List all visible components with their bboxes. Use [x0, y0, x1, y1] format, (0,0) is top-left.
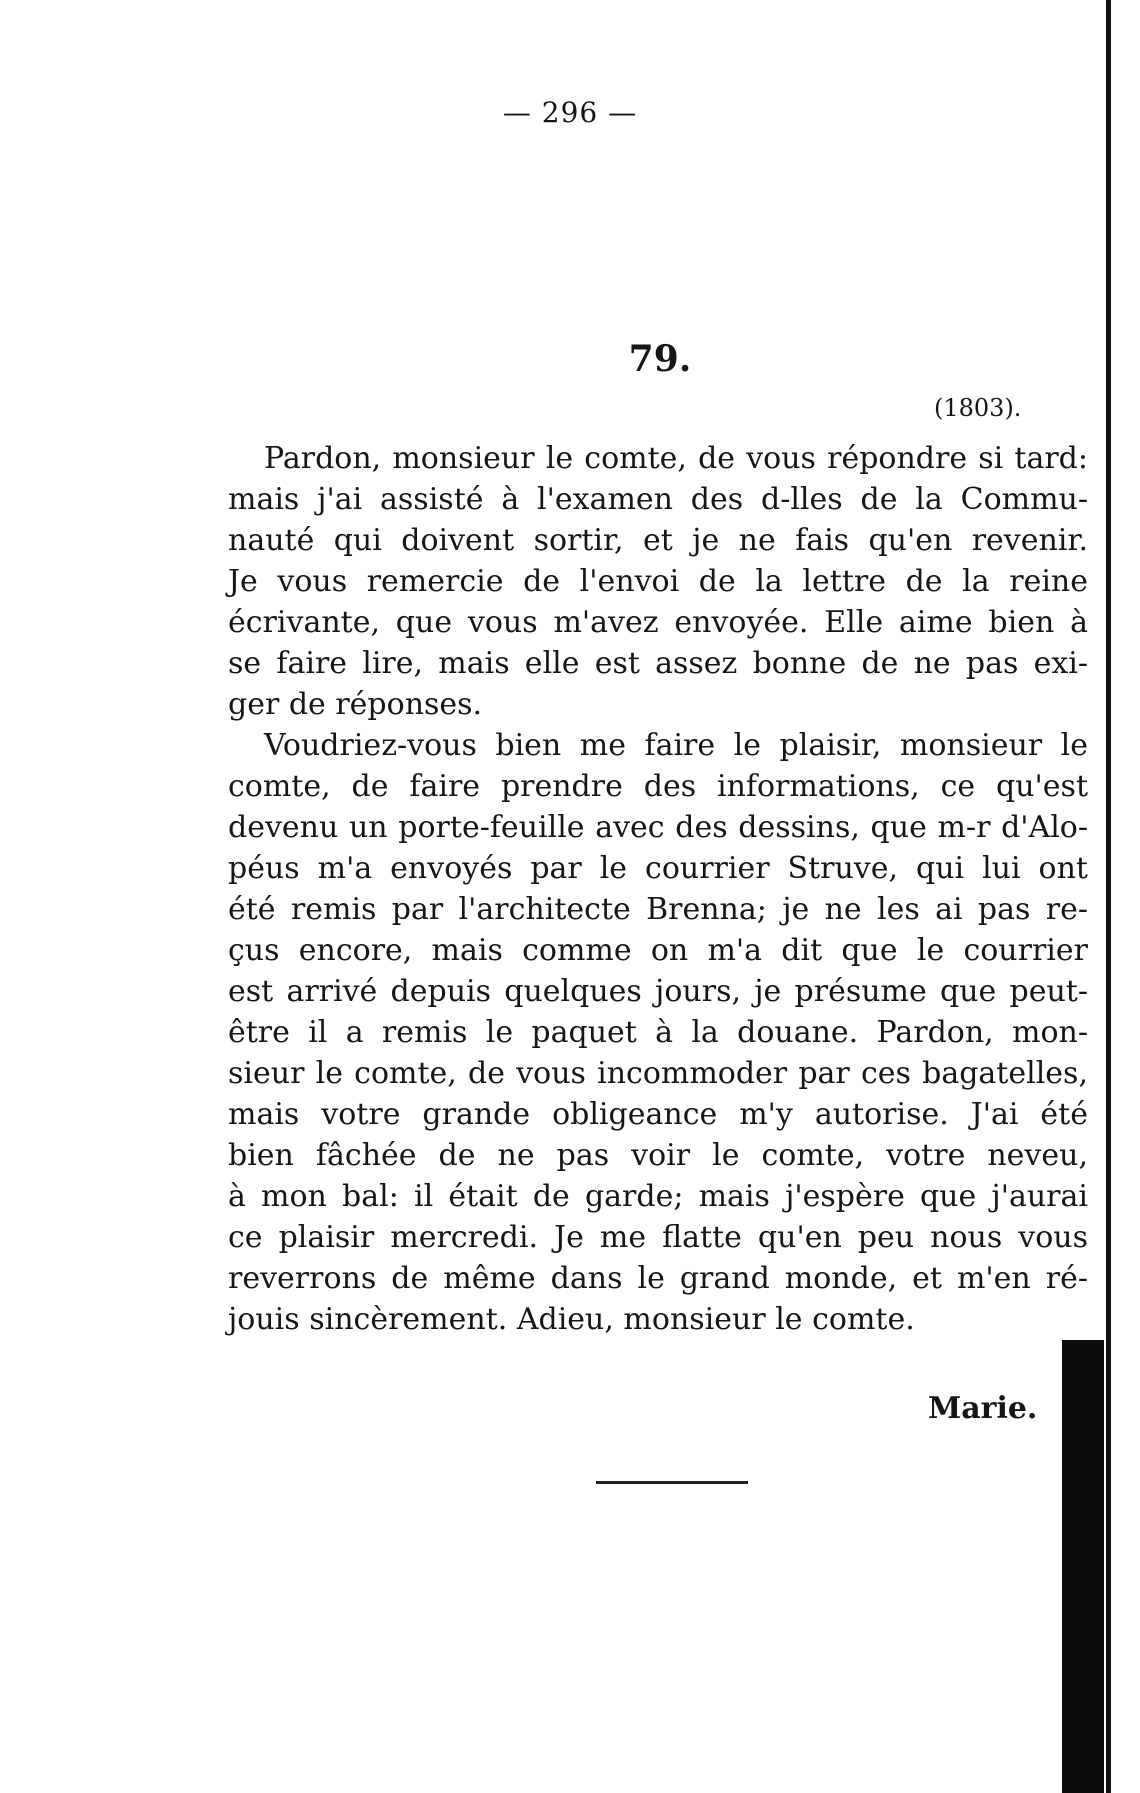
text-line: écrivante, que vous m'avez envoyée. Elle aime bien à — [228, 605, 1088, 640]
letter-body — [228, 438, 1088, 1340]
text-line: jouis sincèrement. Adieu, monsieur le comte. — [228, 1302, 915, 1337]
text-line: mais j'ai assisté à l'examen des d-lles de la Commu- — [228, 482, 1088, 517]
page-edge-shadow — [1062, 1340, 1104, 1793]
text-line: péus m'a envoyés par le courrier Struve, qui lui ont — [228, 851, 1088, 886]
text-line: comte, de faire prendre des informations, ce qu'est — [228, 769, 1088, 804]
text-line: Je vous remercie de l'envoi de la lettre de la reine — [228, 564, 1088, 599]
text-line: est arrivé depuis quelques jours, je présume que peut- — [228, 974, 1088, 1009]
text-line: Voudriez-vous bien me faire le plaisir, monsieur le — [264, 728, 1088, 763]
letter-date: (1803). — [934, 394, 1022, 422]
text-line: Pardon, monsieur le comte, de vous répondre si tard: — [264, 441, 1088, 476]
text-line: à mon bal: il était de garde; mais j'espère que j'aurai — [228, 1179, 1088, 1214]
text-line: se faire lire, mais elle est assez bonne de ne pas exi- — [228, 646, 1088, 681]
text-line: mais votre grande obligeance m'y autorise. J'ai été — [228, 1097, 1088, 1132]
section-divider — [596, 1481, 748, 1484]
letter-number: 79. — [628, 338, 692, 380]
text-line: ce plaisir mercredi. Je me flatte qu'en peu nous vous — [228, 1220, 1088, 1255]
text-line: reverrons de même dans le grand monde, et m'en ré- — [228, 1261, 1088, 1296]
text-line: bien fâchée de ne pas voir le comte, votre neveu, — [228, 1138, 1088, 1173]
text-line: ger de réponses. — [228, 687, 483, 722]
text-line: çus encore, mais comme on m'a dit que le courrier — [228, 933, 1088, 968]
page-number: — 296 — — [502, 96, 638, 129]
text-line: être il a remis le paquet à la douane. Pardon, mon- — [228, 1015, 1088, 1050]
text-line: devenu un porte-feuille avec des dessins, que m-r d'Alo- — [228, 810, 1088, 845]
signature: Marie. — [928, 1391, 1038, 1426]
text-line: nauté qui doivent sortir, et je ne fais qu'en revenir. — [228, 523, 1088, 558]
page-edge — [1106, 0, 1111, 1793]
text-line: été remis par l'architecte Brenna; je ne les ai pas re- — [228, 892, 1088, 927]
text-line: sieur le comte, de vous incommoder par ces bagatelles, — [228, 1056, 1088, 1091]
